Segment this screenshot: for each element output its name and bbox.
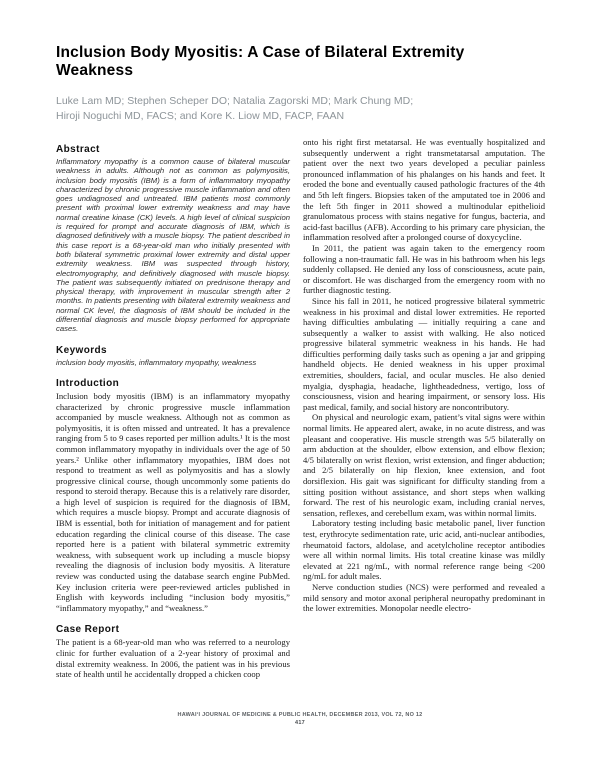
introduction-heading: Introduction <box>56 377 120 389</box>
introduction-text: Inclusion body myositis (IBM) is an inflammatory myopathy characterized by chronic progressive muscle inflammation accompanied by muscle weakness. Although not as common as polymyositis, it is often missed and untreated. It has a prevalence ranging from 5 to 9 cases reported per million adults.¹ It is the most common inflammatory myopathy in individuals over the age of 50 years.² Unlike other inflammatory myopathies, IBM does not respond to treatment as well as polymyositis and has a slowly progressive clinical course, though uncommonly some patients do respond to steroid therapy. Because this is a relatively rare disorder, a high level of suspicion is required for the diagnosis of IBM, which requires a muscle biopsy. Prompt and accurate diagnosis of IBM is essential, both for initiation of management and for patient education regarding the clinical course of this disease. The case reported here is a patient with bilateral symmetric extremity weakness, with subsequent work up including a muscle biopsy revealing the diagnosis of inclusion body myositis. A literature review was conducted using the database search engine PubMed. Key inclusion criteria were peer-reviewed articles published in English with keywords including “inclusion body myositis,” “inflammatory myopathy,” and “weakness.” <box>56 390 290 613</box>
page-number: 417 <box>295 720 305 726</box>
journal-citation: HAWAI‘I JOURNAL OF MEDICINE & PUBLIC HEALTH, DECEMBER 2013, VOL 72, NO 12 <box>177 712 423 718</box>
left-column <box>56 137 290 680</box>
case-report-heading: Case Report <box>56 624 120 636</box>
right-column <box>303 137 545 680</box>
author-line-2: Hiroji Noguchi MD, FACS; and Kore K. Liow MD, FACP, FAAN <box>56 109 345 122</box>
case-report-paragraph: Nerve conduction studies (NCS) were performed and revealed a mild sensory and motor axonal peripheral neuropathy predominant in the lower extremities. Monopolar needle electro- <box>303 581 545 614</box>
case-report-paragraph: Since his fall in 2011, he noticed progressive bilateral symmetric weakness in his proximal and distal lower extremities. He reported having difficulties ambulating — initially requiring a cane and subsequently a walker to assist with walking. He also noticed progressive bilateral symmetric weakness in his hands. He had difficulties performing daily tasks such as opening a jar and gripping handheld objects. He denied weakness in his upper proximal extremities, shoulders, facial, and ocular muscles. He also denied myalgia, dysphagia, headache, lightheadedness, vertigo, loss of consciousness, vision and hearing impairment, or sensory loss. His past medical, family, and social history are noncontributory. <box>303 295 545 412</box>
case-report-paragraph: Laboratory testing including basic metabolic panel, liver function test, erythrocyte sedimentation rate, uric acid, anti-nuclear antibodies, rheumatoid factors, aldolase, and acetylcholine receptor antibodies were all within normal limits. His total creatine kinase was mildly elevated at 221 ng/mL, with normal reference range being <200 ng/mL for adult males. <box>303 518 545 582</box>
abstract-text: Inflammatory myopathy is a common cause of bilateral muscular weakness in adults. Although not as common as polymyositis, inclusion body myositis (IBM) is a form of inflammatory myopathy characterized by chronic progressive muscle inflammation and often goes undiagnosed and untreated. IBM patients most commonly present with proximal lower extremity weakness and may have normal creatine kinase (CK) levels. A high level of clinical suspicion is required for prompt and accurate diagnosis of IBM, which is diagnosed definitively with a muscle biopsy. The patient described in this case report is a 68-year-old man who initially presented with both bilateral symmetric proximal lower extremity and distal upper extremity weakness. IBM was suspected through history, electromyography, and definitively diagnosed with muscle biopsy. The patient was subsequently initiated on prednisone therapy and physical therapy, with improvement in muscular strength after 2 months. In patients presenting with bilateral extremity weakness and normal CK level, the diagnosis of IBM should be included in the differential diagnosis and muscle biopsy performed for appropriate cases. <box>56 157 290 334</box>
two-column-layout <box>56 137 545 680</box>
article-title: Inclusion Body Myositis: A Case of Bilateral Extremity Weakness <box>56 44 465 79</box>
author-list <box>56 94 545 123</box>
case-report-paragraph: In 2011, the patient was again taken to the emergency room following a non-traumatic fall. He was in his bathroom when his legs suddenly collapsed. He denied any loss of consciousness, acute pain, or discomfort. He was discharged from the emergency room with no further diagnostic testing. <box>303 242 545 296</box>
case-report-paragraph: On physical and neurologic exam, patient’s vital signs were within normal limits. He appeared alert, awake, in no acute distress, and was pleasant and cooperative. His muscle strength was 5/5 bilaterally on arm abduction at the shoulder, elbow extension, and elbow flexion; 4/5 bilaterally on wrist flexion, wrist extension, and finger abduction; and 2/5 bilaterally on hip flexion, knee extension, and foot dorsiflexion. His gait was significant for difficulty standing from a sitting position without assistance, and short steps when walking forward. The rest of his neurologic exam, including cranial nerves, sensation, reflexes, and cerebellum exam, was within normal limits. <box>303 412 545 518</box>
keywords-text: inclusion body myositis, inflammatory myopathy, weakness <box>56 357 257 367</box>
keywords-heading: Keywords <box>56 344 107 356</box>
abstract-heading: Abstract <box>56 144 100 155</box>
case-report-text-left: The patient is a 68-year-old man who was referred to a neurology clinic for further evaluation of a 2-year history of proximal and distal extremity weakness. In 2006, the patient was in his previous state of health until he accidentally dropped a chicken coop <box>56 637 290 680</box>
author-line-1: Luke Lam MD; Stephen Scheper DO; Natalia Zagorski MD; Mark Chung MD; <box>56 95 414 107</box>
page-footer <box>0 711 600 727</box>
case-report-paragraph: onto his right first metatarsal. He was eventually hospitalized and subsequently underwent a right transmetatarsal amputation. The patient over the next two years developed a peculiar painless pronounced inflammation of his phalanges on his hands and feet. It eroded the bone and eventually caused pathologic fractures of the 4th and 5th left fingers. Biopsies taken of the amputated toe in 2006 and the left 5th finger in 2011 showed a multinodular epithelioid granulomatous process with stains negative for fungus, bacteria, and acid-fast bacillus (AFB). According to his primary care physician, the inflammation resolved after a prolonged course of doxycycline. <box>303 137 545 243</box>
